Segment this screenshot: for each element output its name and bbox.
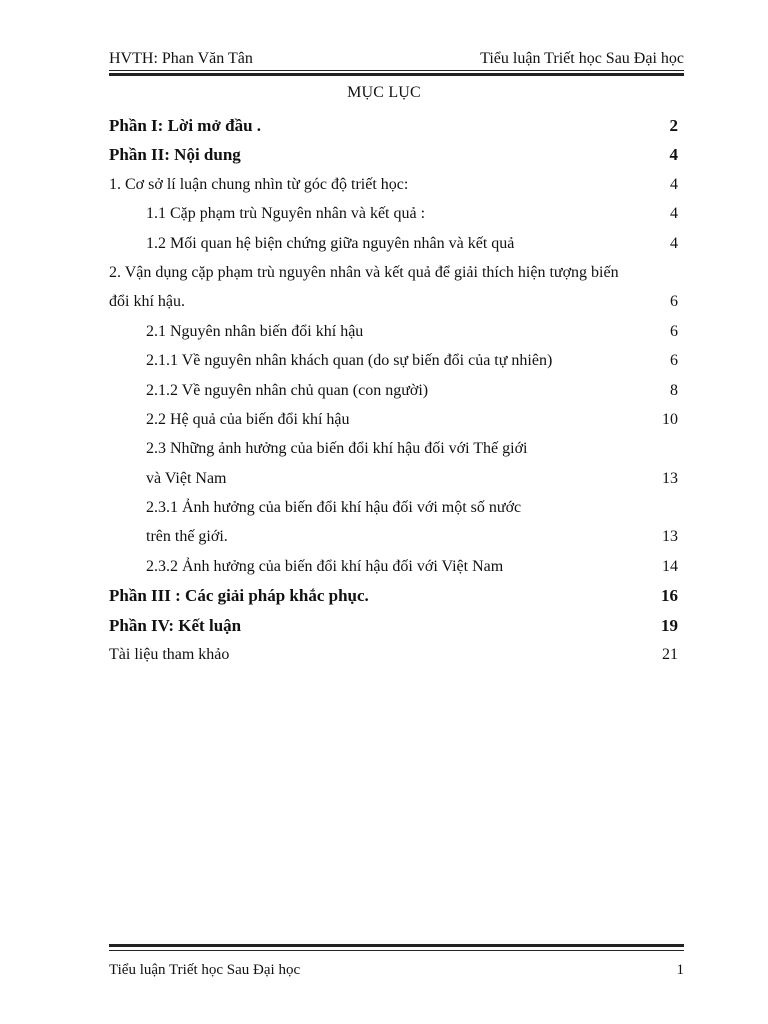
toc-entry [109, 434, 678, 463]
toc-entry [109, 611, 678, 640]
toc-entry-label: Tài liệu tham khảo [109, 646, 230, 664]
page-footer [109, 962, 684, 979]
toc-entry [109, 258, 678, 287]
toc-entry-label: 2.1 Nguyên nhân biến đổi khí hậu [146, 322, 364, 340]
toc-entry [109, 464, 678, 493]
toc-entry-label: Phần I: Lời mở đầu . [109, 116, 262, 135]
toc-entry-label: 1. Cơ sở lí luận chung nhìn từ góc độ triết học: [109, 175, 409, 193]
toc-entry [109, 376, 678, 405]
page-header [109, 40, 684, 68]
toc-entry-label: 2.3.2 Ảnh hưởng của biến đổi khí hậu đối với Việt Nam [146, 557, 504, 575]
header-course: Tiểu luận Triết học Sau Đại học [480, 50, 684, 67]
toc-entry-label: 1.1 Cặp phạm trù Nguyên nhân và kết quả : [146, 205, 426, 223]
toc-entry-page: 4 [670, 234, 678, 252]
toc-entry-page: 4 [670, 175, 678, 193]
toc-entry-page: 21 [662, 646, 678, 664]
footer-course: Tiểu luận Triết học Sau Đại học [109, 962, 301, 978]
toc-entry-label: Phần II: Nội dung [109, 145, 241, 165]
toc-entry-label: 2.3 Những ảnh hưởng của biến đổi khí hậu đối với Thế giới [146, 440, 528, 458]
toc-entry [109, 317, 678, 346]
footer-divider-thick [109, 944, 684, 947]
toc-entry-label: 1.2 Mối quan hệ biện chứng giữa nguyên nhân và kết quả [146, 234, 515, 252]
toc-entry [109, 552, 678, 581]
toc-entry [109, 581, 678, 610]
toc-entry [109, 229, 678, 258]
toc-entry [109, 522, 678, 551]
toc-entry [109, 140, 678, 169]
toc-entry-page: 19 [661, 615, 678, 635]
toc-entry-page: 14 [662, 557, 678, 575]
header-divider-thin [109, 70, 684, 71]
toc-entry-page: 4 [670, 205, 678, 223]
toc-entry-label: 2.3.1 Ảnh hưởng của biến đổi khí hậu đối với một số nước [146, 499, 522, 517]
toc-entry-page: 13 [662, 528, 678, 546]
toc-entry-page: 10 [662, 410, 678, 428]
toc-entry-page: 6 [670, 352, 678, 370]
toc-entry-page: 2 [669, 116, 678, 135]
toc-entry [109, 111, 678, 140]
toc-entry-label: và Việt Nam [146, 469, 227, 487]
toc-entry-label: Phần IV: Kết luận [109, 615, 242, 635]
table-of-contents [109, 111, 678, 669]
toc-entry [109, 170, 678, 199]
header-divider-thick [109, 73, 684, 76]
toc-entry-label: 2. Vận dụng cặp phạm trù nguyên nhân và kết quả để giải thích hiện tượng biến [109, 263, 619, 281]
toc-entry-label: 2.2 Hệ quả của biến đổi khí hậu [146, 410, 350, 428]
toc-entry [109, 346, 678, 375]
toc-entry-page: 16 [661, 586, 678, 606]
toc-entry-page: 13 [662, 469, 678, 487]
toc-entry-label: 2.1.2 Về nguyên nhân chủ quan (con người) [146, 381, 429, 399]
toc-entry-page: 6 [670, 293, 678, 311]
header-author: HVTH: Phan Văn Tân [109, 50, 253, 67]
page-number: 1 [676, 962, 684, 978]
toc-entry-label: đổi khí hậu. [109, 293, 185, 311]
toc-entry [109, 287, 678, 316]
footer-divider-thin [109, 950, 684, 951]
toc-entry-label: trên thế giới. [146, 528, 228, 546]
toc-entry [109, 493, 678, 522]
toc-entry-page: 8 [670, 381, 678, 399]
toc-entry [109, 405, 678, 434]
toc-title: MỤC LỤC [347, 84, 421, 101]
toc-entry-page: 4 [669, 145, 678, 165]
toc-entry [109, 199, 678, 228]
toc-entry-label: 2.1.1 Về nguyên nhân khách quan (do sự biến đổi của tự nhiên) [146, 352, 553, 370]
toc-entry-page: 6 [670, 322, 678, 340]
toc-entry-label: Phần III : Các giải pháp khắc phục. [109, 586, 369, 606]
toc-entry [109, 640, 678, 669]
